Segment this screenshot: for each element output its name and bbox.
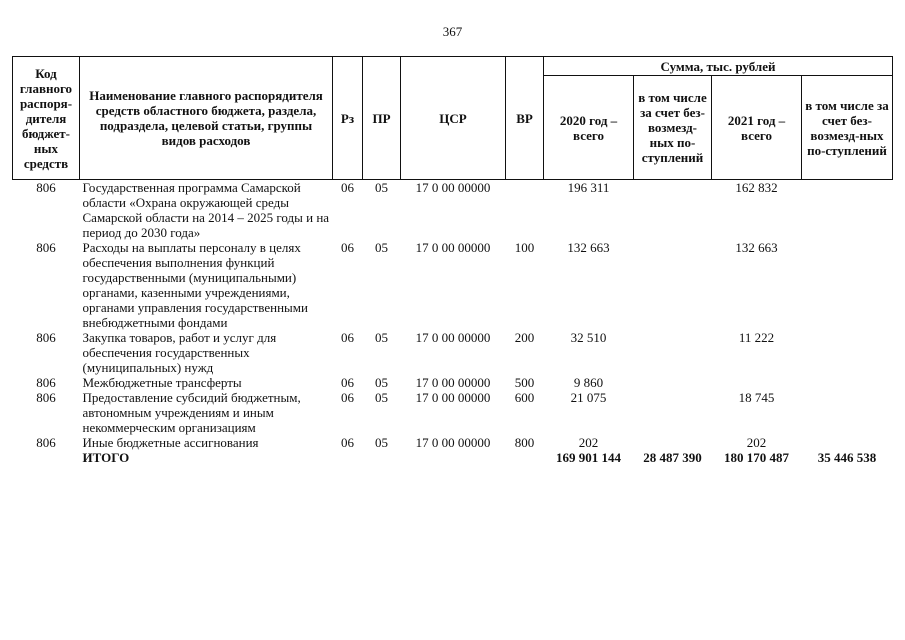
cell-pr: 05 xyxy=(375,240,388,255)
cell-2020-total: 21 075 xyxy=(570,390,607,405)
total-2021-total: 180 170 487 xyxy=(724,450,789,465)
cell-2021-free xyxy=(802,180,893,241)
cell-vr: 100 xyxy=(514,240,535,255)
cell-name: Иные бюджетные ассигнования xyxy=(82,435,259,450)
cell-rz: 06 xyxy=(341,330,354,345)
cell-csr: 17 0 00 00000 xyxy=(415,390,491,405)
total-label: ИТОГО xyxy=(82,450,130,465)
cell-csr: 17 0 00 00000 xyxy=(415,180,491,195)
cell-2021-free xyxy=(802,240,893,330)
cell-pr: 05 xyxy=(375,330,388,345)
cell-rz: 06 xyxy=(341,390,354,405)
cell-2021-total: 132 663 xyxy=(735,240,778,255)
cell-vr xyxy=(506,180,544,241)
cell-2021-total: 162 832 xyxy=(735,180,778,195)
cell-csr: 17 0 00 00000 xyxy=(415,330,491,345)
header-csr: ЦСР xyxy=(401,57,506,180)
cell-rz: 06 xyxy=(341,375,354,390)
cell-2020-free xyxy=(634,375,712,390)
cell-code: 806 xyxy=(36,240,56,255)
header-2020-total: 2020 год – всего xyxy=(544,76,634,180)
cell-code: 806 xyxy=(36,330,56,345)
header-pr: ПР xyxy=(363,57,401,180)
table-row xyxy=(13,330,893,375)
cell-2020-free xyxy=(634,180,712,241)
total-2021-free: 35 446 538 xyxy=(817,450,877,465)
cell-name: Закупка товаров, работ и услуг для обеспечения государственных (муниципальных) нужд xyxy=(82,330,277,375)
cell-vr: 800 xyxy=(514,435,535,450)
cell-name: Государственная программа Самарской области «Охрана окружающей среды Самарской области на 2014 – 2025 годы и на период до 2030 года» xyxy=(82,180,330,240)
header-rz: Рз xyxy=(333,57,363,180)
cell-code: 806 xyxy=(36,375,56,390)
header-2020-free: в том числе за счет без-возмезд-ных по-ступлений xyxy=(634,76,712,180)
cell-2020-total: 9 860 xyxy=(573,375,604,390)
cell-2021-free xyxy=(802,330,893,375)
cell-pr: 05 xyxy=(375,435,388,450)
table-row xyxy=(13,375,893,390)
cell-2020-free xyxy=(634,330,712,375)
cell-pr: 05 xyxy=(375,390,388,405)
cell-rz: 06 xyxy=(341,240,354,255)
table-header xyxy=(13,57,893,180)
cell-2020-total: 32 510 xyxy=(570,330,607,345)
header-sum-group: Сумма, тыс. рублей xyxy=(544,57,893,76)
cell-vr: 500 xyxy=(514,375,535,390)
page-number: 367 xyxy=(442,24,463,39)
cell-2021-free xyxy=(802,435,893,450)
cell-code: 806 xyxy=(36,390,56,405)
cell-pr: 05 xyxy=(375,180,388,195)
cell-vr: 600 xyxy=(514,390,535,405)
budget-table xyxy=(12,56,893,465)
cell-name: Расходы на выплаты персоналу в целях обеспечения выполнения функций государственными (муниципальными) органами, казенными учреждениями, органами управления государственными внебюджетными фондами xyxy=(82,240,308,330)
cell-name: Межбюджетные трансферты xyxy=(82,375,242,390)
header-2021-free: в том числе за счет без-возмезд-ных по-ступлений xyxy=(802,76,893,180)
cell-2020-total: 202 xyxy=(578,435,599,450)
cell-name: Предоставление субсидий бюджетным, автономным учреждениям и иным некоммерческим организациям xyxy=(82,390,301,435)
cell-2021-total: 18 745 xyxy=(738,390,775,405)
total-2020-free: 28 487 390 xyxy=(643,450,702,465)
cell-2020-free xyxy=(634,435,712,450)
cell-2021-total: 202 xyxy=(746,435,767,450)
cell-2020-total: 132 663 xyxy=(567,240,610,255)
cell-rz: 06 xyxy=(341,180,354,195)
table-row xyxy=(13,180,893,241)
table-body xyxy=(13,180,893,466)
table-row xyxy=(13,240,893,330)
header-vr: ВР xyxy=(506,57,544,180)
header-code: Код главного распоря-дителя бюджет-ных средств xyxy=(13,57,80,180)
cell-csr: 17 0 00 00000 xyxy=(415,240,491,255)
cell-2021-total xyxy=(712,375,802,390)
cell-rz: 06 xyxy=(341,435,354,450)
cell-pr: 05 xyxy=(375,375,388,390)
cell-csr: 17 0 00 00000 xyxy=(415,435,491,450)
cell-2021-free xyxy=(802,390,893,435)
cell-2021-total: 11 222 xyxy=(738,330,775,345)
cell-csr: 17 0 00 00000 xyxy=(415,375,491,390)
table-row xyxy=(13,390,893,435)
total-2020-total: 169 901 144 xyxy=(556,450,621,465)
header-2021-total: 2021 год – всего xyxy=(712,76,802,180)
cell-code: 806 xyxy=(36,180,56,195)
cell-code: 806 xyxy=(36,435,56,450)
cell-vr: 200 xyxy=(514,330,535,345)
header-name: Наименование главного распорядителя средств областного бюджета, раздела, подраздела, целевой статьи, группы видов расходов xyxy=(80,57,333,180)
total-row xyxy=(13,450,893,465)
cell-2020-free xyxy=(634,390,712,435)
table-row xyxy=(13,435,893,450)
cell-2020-free xyxy=(634,240,712,330)
cell-2021-free xyxy=(802,375,893,390)
cell-2020-total: 196 311 xyxy=(567,180,610,195)
